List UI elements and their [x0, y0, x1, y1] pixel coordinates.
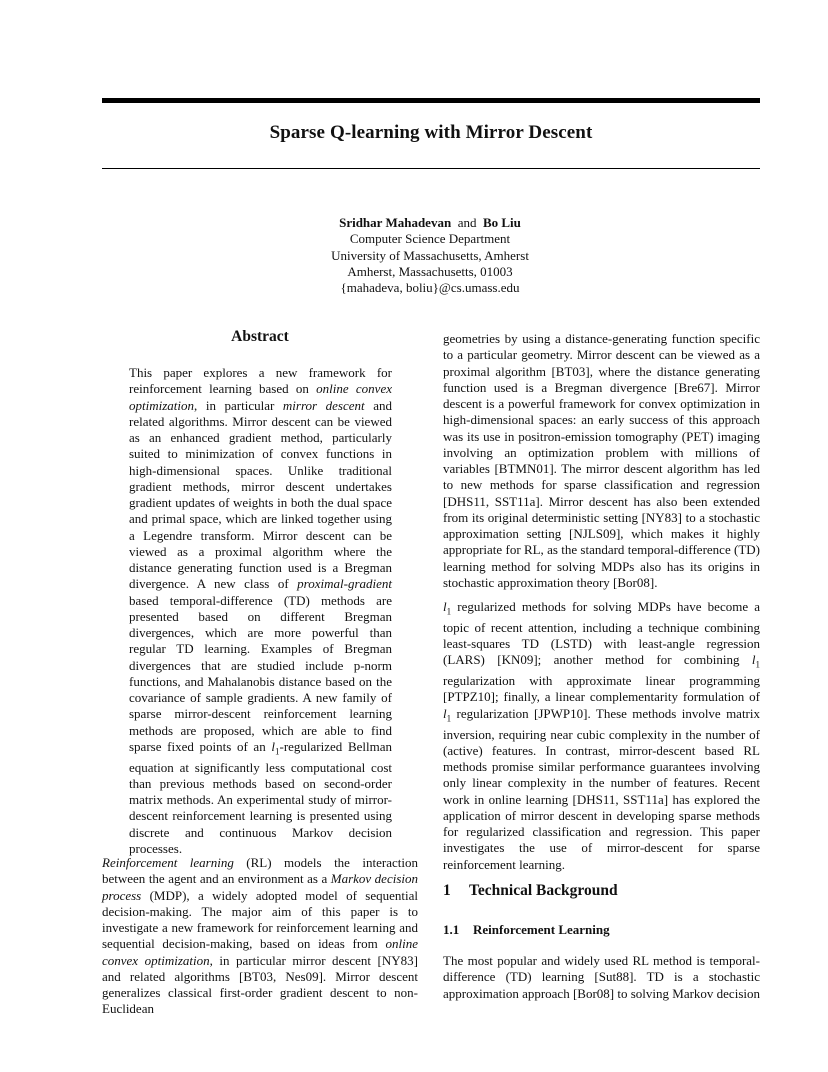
email: {mahadeva, boliu}@cs.umass.edu: [340, 280, 520, 296]
body-paragraph-3: The most popular and widely used RL method is temporal-difference (TD) learning [Sut88]. TD is a stochastic approximation approach [Bor08] to solving Markov decision: [443, 953, 760, 1001]
section-heading: [443, 882, 618, 900]
intro-paragraph: Reinforcement learning (RL) models the interaction between the agent and an environment as a Markov decision process (MDP), a widely adopted model of sequential decision-making. The major aim of this paper is to investigate a new framework for reinforcement learning and sequential decision-making, based on ideas from online convex optimization, in particular mirror descent [NY83] and related algorithms [BT03, Nes09]. Mirror descent generalizes classical first-order gradient descent to non-Euclidean: [102, 855, 418, 1017]
abstract-paragraph: This paper explores a new framework for reinforcement learning based on online convex optimization, in particular mirror descent and related algorithms. Mirror descent can be viewed as an enhanced gradient method, particularly suited to minimization of convex functions in high-dimensional spaces. Unlike traditional gradient methods, mirror descent undertakes gradient updates of weights in both the dual space and primal space, which are linked together using a Legendre transform. Mirror descent can be viewed as a proximal algorithm where the distance generating function used is a Bregman divergence. A new class of proximal-gradient based temporal-difference (TD) methods are presented based on different Bregman divergences, which are more powerful than regular TD learning. Examples of Bregman divergences that are studied include p-norm functions, and Mahalanobis distance based on the covariance of sample gradients. A new family of sparse mirror-descent reinforcement learning methods are proposed, which are able to find sparse fixed points of an $l_1$-regularized Bellman equation at significantly less computational cost than previous methods based on second-order matrix methods. An experimental study of mirror-descent reinforcement learning is presented using discrete and continuous Markov decision processes.: [129, 365, 392, 856]
title-rule: [102, 168, 760, 169]
author-names: [230, 215, 630, 231]
author-2: Bo Liu: [482, 215, 521, 230]
subsection-number: 1.1: [443, 922, 460, 937]
abstract-heading: Abstract: [231, 328, 289, 345]
body-paragraph-2: $l_1$ regularized methods for solving MDPs have become a topic of recent attention, including a technique combining least-squares TD (LSTD) with least-angle regression (LARS) [KN09]; another method for combining $l_1$ regularization with approximate linear programming [PTPZ10]; finally, a linear complementarity formulation of $l_1$ regularization [JPWP10]. These methods involve matrix inversion, requiring near cubic complexity in the number of (active) features. In contrast, mirror-descent based RL methods promise similar performance guarantees involving only linear complexity in the number of features. Recent work in online learning [DHS11, SST11a] has explored the application of mirror descent in developing sparse methods for regularized classification and regression. This paper investigates the use of mirror-descent for sparse reinforcement learning.: [443, 599, 760, 872]
top-rule: [102, 98, 760, 103]
section-title: Technical Background: [469, 882, 618, 899]
author-block: [230, 215, 630, 296]
subsection-title: Reinforcement Learning: [473, 922, 610, 937]
department: Computer Science Department: [349, 231, 511, 247]
author-1: Sridhar Mahadevan: [339, 215, 452, 230]
abstract-body: [129, 365, 392, 857]
university: University of Massachusetts, Amherst: [331, 247, 529, 263]
body-paragraph-1: geometries by using a distance-generating function specific to a particular geometry. Mirror descent can be viewed as a proximal algorithm [BT03], where the distance generating function used is a Bregman divergence [Bre67]. Mirror descent is a powerful framework for convex optimization in high-dimensional spaces: an early success of this approach was its use in positron-emission tomography (PET) imaging involving an optimization problem with millions of variables [BTMN01]. The mirror descent algorithm has led to new methods for sparse classification and regression [DHS11, SST11a]. Mirror descent has also been extended from its original deterministic setting [NY83] to a stochastic approximation setting [NJLS09], which makes it highly appropriate for RL, as the standard temporal-difference (TD) learning method for solving MDPs also has its origins in stochastic approximation theory [Bor08].: [443, 331, 760, 590]
address: Amherst, Massachusetts, 01003: [347, 263, 513, 279]
paper-title: Sparse Q-learning with Mirror Descent: [269, 122, 593, 143]
author-conjunction: and: [457, 215, 477, 230]
subsection-heading: [443, 922, 610, 938]
right-column-bottom: [443, 953, 760, 1002]
intro-column: [102, 855, 418, 1018]
right-column-top: [443, 331, 760, 873]
section-number: 1: [443, 882, 451, 899]
